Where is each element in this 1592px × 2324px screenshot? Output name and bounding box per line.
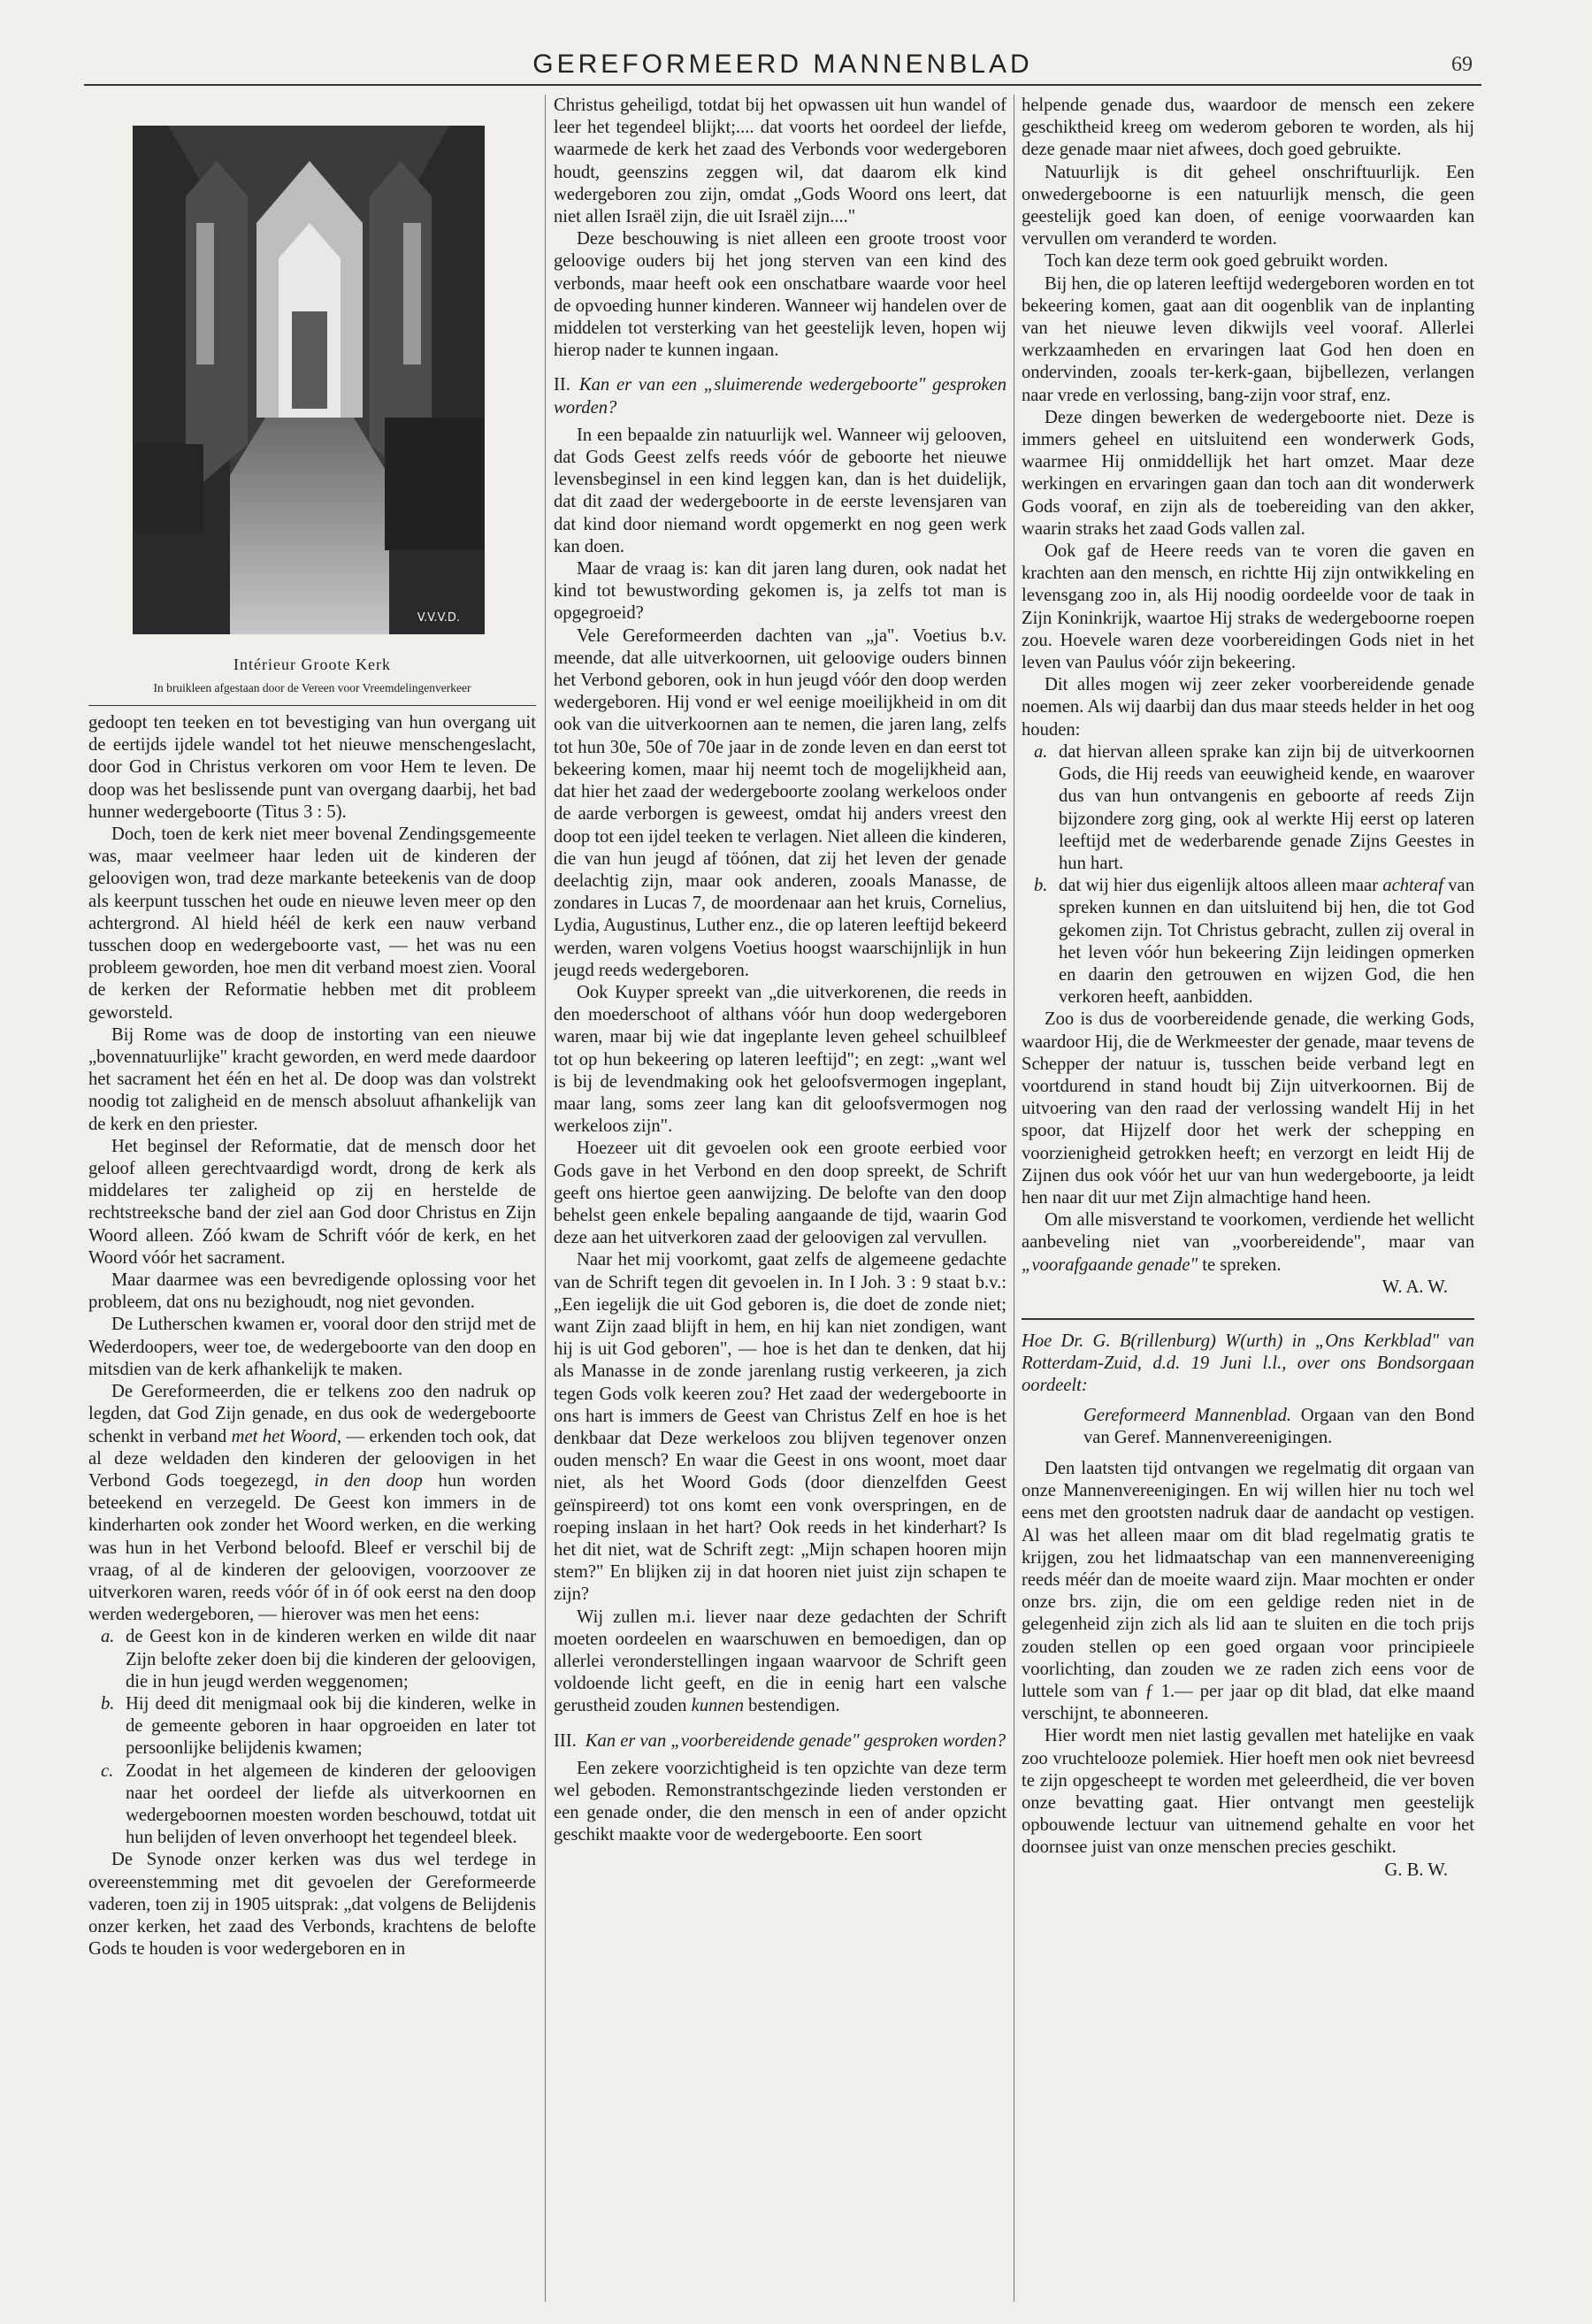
paragraph: Een zekere voorzichtigheid is ten opzichte van deze term wel geboden. Remonstrantschgezinde lieden verstonden er een genade onder, die den mensch in een of ander opzicht geschikt maakte voor de wedergeboorte. Een soort bbox=[554, 1758, 1006, 1845]
column-3 bbox=[1022, 95, 1474, 2302]
paragraph: Deze beschouwing is niet alleen een groote troost voor geloovige ouders bij het jong sterven van een kind des verbonds, maar heeft ook een onschatbare waarde voor heel de opvoeding hunner kinderen. Wanneer wij handelen over de middelen tot versterking van het geestelijk leven, hopen wij hierop nader te kunnen ingaan. bbox=[554, 229, 1006, 361]
list-item: b. dat wij hier dus eigenlijk altoos alleen maar achteraf van spreken kunnen en dan uitsluitend bij hen, die tot God gekomen zijn. Tot Christus gebracht, zullen zij overal in het leven vóór hun bekeering Zijn leidingen opmerken en daarin den getrouwen en wijzen God, die hen verkoren heeft, aanbidden. bbox=[1034, 876, 1474, 1008]
paragraph: Wij zullen m.i. liever naar deze gedachten der Schrift moeten oordeelen en waarschuwen en bemoedigen, dan op allerlei veronderstellingen ingaan waarvoor de Schrift geen voldoende licht geeft, en die in eenig hart een valsche gerustheid zouden kunnen bestendigen. bbox=[554, 1607, 1006, 1716]
list-item: b. Hij deed dit menigmaal ook bij die kinderen, welke in de gemeente geboren in haar opgroeiden en later tot persoonlijke belijdenis kwamen; bbox=[101, 1693, 536, 1759]
paragraph: De Lutherschen kwamen er, vooral door den strijd met de Wederdoopers, weer toe, de wedergeboorte van den doop en mitsdien van de kerk afhankelijk te maken. bbox=[88, 1315, 536, 1379]
review-signature: G. B. W. bbox=[1384, 1860, 1448, 1880]
paragraph: Om alle misverstand te voorkomen, verdiende het wellicht aanbeveling niet van „voorbereidende", maar van „voorafgaande genade" te spreken. bbox=[1022, 1210, 1474, 1275]
paragraph: Naar het mij voorkomt, gaat zelfs de algemeene gedachte van de Schrift tegen dit gevoelen in. In I Joh. 3 : 9 staat b.v.: „Een iegelijk die uit God geboren is, die doet de zonde niet; want Zijn zaad blijft in hem, en hij kan niet zondigen, want hij is uit God geboren", — hoe is het dan te denken, dat hij als Manasse in de zonde jarenlang rustig verkeeren, ja zich tegen Gods volk keeren zou? Het zaad der wedergeboorte in ons hart is immers de Geest van Christus Zelf en hoe is het denkbaar dat Deze werkeloos zou blijven tegenover onzen ouden mensch? En waar die Geest in ons woont, moet daar niet, als het Woord Gods (door dienzelfden Geest geïnspireerd) tot ons komt een vonk overspringen, en de roeping inslaan in het hart? Ook reeds in het kinderhart? Is het dit niet, wat de Schrift zegt: „Mijn schapen hooren mijn stem?" En blijken zij in dat hooren niet juist zijn schapen te zijn? bbox=[554, 1250, 1006, 1605]
paragraph: Maar de vraag is: kan dit jaren lang duren, ook nadat het kind tot bewustwording gekomen is, ja zelfs tot man is opgegroeid? bbox=[554, 559, 1006, 624]
column-2 bbox=[554, 95, 1006, 2302]
list bbox=[1022, 741, 1474, 1009]
paragraph: gedoopt ten teeken en tot bevestiging van hun overgang uit de eertijds ijdele wandel tot het nieuwe menschengeslacht, door God in Christus verkoren om voor Hem te leven. De doop was het beslissende punt van overgang daarbij, het bad hunner wedergeboorte (Titus 3 : 5). bbox=[88, 713, 536, 822]
paragraph: Christus geheiligd, totdat bij het opwassen uit hun wandel of leer het tegendeel blijkt;.... dat voorts het oordeel der liefde, waarmede de kerk het zaad des Verbonds voor wedergeboren houdt, geenszins zeggen wil, dat daarom elk kind wedergeboren zou zijn, omdat „Gods Woord ons leert, dat niet allen Israël zijn, die uit Israël zijn...." bbox=[554, 96, 1006, 227]
paragraph: Zoo is dus de voorbereidende genade, die werking Gods, waardoor Hij, die de Werkmeester der genade, maar tevens de Schepper der natuur is, tusschen beide verband legt en voortdurend in stand houdt bij Zijn uitverkoornen. Bij de uitvoering van den raad der verlossing wandelt Hij in het spoor, dat Hijzelf door het werk der schepping en voorzienigheid getrokken heeft; en verzorgt en leidt Hij de Zijnen dus ook vóór het uur van hun wedergeboorte, ja leidt hen naar dit uur met Zijn almachtige hand heen. bbox=[1022, 1009, 1474, 1208]
header-rule bbox=[84, 84, 1481, 86]
paragraph: Hier wordt men niet lastig gevallen met hatelijke en vaak zoo vruchtelooze polemiek. Hier hoeft men ook niet bevreesd te zijn opgescheept te worden met geleerdheid, die ver boven onze bevatting gaat. Hier ontvangt men geestelijk opbouwende lectuur van uitnemend gehalte en voor het doornsee juist van onze menschen precies geschikt. bbox=[1022, 1726, 1474, 1858]
page-header bbox=[84, 44, 1481, 87]
paragraph: Deze dingen bewerken de wedergeboorte niet. Deze is immers geheel en uitsluitend een wonderwerk Gods, waarmee Hij onmiddellijk het hart omzet. Maar deze werkingen en ervaringen gaan dan toch aan dit wonderwerk Gods vooraf, en zijn als de toebereiding van den akker, waarin straks het zaad Gods vallen zal. bbox=[1022, 407, 1474, 539]
paragraph: Het beginsel der Reformatie, dat de mensch door het geloof alleen gerechtvaardigd wordt, drong de kerk als middelares ter zaligheid op zij en herstelde de rechtstreeksche band der ziel aan God door Christus en Zijn Woord alleen. Zóó kwam de Schrift vóór de kerk, en het Woord vóór het sacrament. bbox=[88, 1136, 536, 1268]
paragraph: Vele Gereformeerden dachten van „ja". Voetius b.v. meende, dat alle uitverkoornen, uit geloovige ouders binnen het Verbond geboren, ook in hun jeugd vóór den doop werden wedergeboren. Hij vond er wel eenige moeilijkheid in om dit ook van die uitverkoornen aan te nemen, die jaren lang, zelfs tot hun 30e, 50e of 70e jaar in de zonde leven en dan eerst tot bekeering komen, maar hij neemt toch de mogelijkheid aan, dat hier het zaad der wedergeboorte zoolang werkeloos onder de aarde verborgen is geweest, omdat hij anders vreest den doop tot een ijdel teeken te verlagen. Niet alleen die kinderen, die van hun jeugd af töónen, dat zij het leven der genade deelachtig zijn, maar ook anderen, zooals Manasse, de zondares in Lucas 7, de moordenaar aan het kruis, Cornelius, Lydia, Augustinus, Luther enz., die op lateren leeftijd bekeerd werden, waren volgens Voetius hoogst waarschijnlijk in hun jeugd reeds wedergeboren. bbox=[554, 625, 1006, 980]
list-item: a. dat hiervan alleen sprake kan zijn bij de uitverkoornen Gods, die Hij reeds van eeuwigheid kende, en waarover dus van hun ontvangenis en geboorte af reeds Zijn bijzondere zorg ging, ook al werkte Hij eerst op lateren leeftijd met de wederbarende genade Zijns Geestes in hun hart. bbox=[1034, 741, 1474, 873]
page-number: 69 bbox=[1451, 53, 1473, 76]
paragraph: helpende genade dus, waardoor de mensch een zekere geschiktheid kreeg om wederom geboren te worden, als hij deze genade maar niet afwees, doch goed gebruikte. bbox=[1022, 96, 1474, 160]
paragraph: Toch kan deze term ook goed gebruikt worden. bbox=[1045, 251, 1389, 272]
section-heading: III. Kan er van „voorbereidende genade" gesproken worden? bbox=[554, 1730, 1006, 1751]
author-signature: W. A. W. bbox=[1382, 1277, 1448, 1297]
list-item: c. Zoodat in het algemeen de kinderen der geloovigen naar het oordeel der liefde als uitverkoornen en wedergeboornen moesten worden beschouwd, totdat uit hun belijden of leven onverhoopt het tegendeel bleek. bbox=[101, 1760, 536, 1848]
paragraph: Doch, toen de kerk niet meer bovenal Zendingsgemeente was, maar veelmeer haar leden uit de kinderen der geloovigen won, trad deze markante beteekenis van de doop als keerpunt tusschen het oude en nieuwe leven meer op den achtergrond. Al hield héél de kerk een nauw verband tusschen doop en wedergeboorte vast, — het was nu een probleem geworden, hoe men dit verband moest zien. Vooral de kerken der Reformatie hebben met dit probleem geworsteld. bbox=[88, 825, 536, 1023]
photo-rule bbox=[88, 705, 536, 706]
paragraph: Ook Kuyper spreekt van „die uitverkorenen, die reeds in den moederschoot of althans vóór hun doop wedergeboren waren, maar bij wie dat ingeplante leven geheel schuilbleef tot op hun bekeering op lateren leeftijd"; en zegt: „want wel is bij de levendmaking ook het geloofsvermogen ingeplant, maar lang, soms zeer lang kan dit geloofsvermogen nog werkeloos zijn". bbox=[554, 982, 1006, 1137]
review-subject: Gereformeerd Mannenblad. Orgaan van den Bond van Geref. Mannenvereenigingen. bbox=[1083, 1405, 1474, 1447]
photo-credit: In bruikleen afgestaan door de Vereen voor Vreemdelingenverkeer bbox=[153, 681, 471, 694]
paragraph: Dit alles mogen wij zeer zeker voorbereidende genade noemen. Als wij daarbij dan dus maar steeds helder in het oog houden: bbox=[1022, 675, 1474, 740]
paragraph: De Gereformeerden, die er telkens zoo den nadruk op legden, dat God Zijn genade, en dus ook de wedergeboorte schenkt in verband met het Woord, — erkenden toch ook, dat al deze weldaden den kinderen der geloovigen in het Verbond Gods toegezegd, in den doop hun worden beteekend en verzegeld. De Geest kon immers in de kinderharten ook zonder het Woord werken, en die werking was hun in het Verbond beloofd. Bleef er verschil bij de vraag, of al de kinderen der geloovigen, voorzoover ze uitverkoren waren, reeds vóór óf in óf ook eerst na den doop werden wedergeboren, — hierover was men het eens: bbox=[88, 1382, 536, 1625]
photo-watermark: V.V.V.D. bbox=[417, 611, 460, 625]
list bbox=[88, 1626, 536, 1849]
photo-block bbox=[88, 95, 536, 707]
paragraph: Bij hen, die op lateren leeftijd wedergeboren worden en tot bekeering komen, gaat aan dit oogenblik van de inplanting van het nieuwe leven dikwijls veel vooraf. Allerlei werkzaamheden en ervaringen laat God hen doen en ondervinden, zooals ter-kerk-gaan, bijbellezen, verlangen naar vrede en verlossing, bang-zijn voor straf, enz. bbox=[1022, 273, 1474, 405]
section-heading: II. Kan er van een „sluimerende wedergeboorte" gesproken worden? bbox=[554, 375, 1006, 418]
list-item: a. de Geest kon in de kinderen werken en wilde dit naar Zijn belofte zeker doen bij die kinderen der geloovigen, die in hun jeugd werden weggenomen; bbox=[101, 1627, 536, 1691]
paragraph: Natuurlijk is dit geheel onschriftuurlijk. Een onwedergeboorne is een natuurlijk mensch, die geen geestelijk goed kan doen, of eenige voorwaarden kan vervullen om veranderd te worden. bbox=[1022, 162, 1474, 249]
paragraph: Maar daarmee was een bevredigende oplossing voor het probleem, dat ons nu bezighoudt, nog niet gevonden. bbox=[88, 1270, 536, 1313]
paragraph: Ook gaf de Heere reeds van te voren die gaven en krachten aan den mensch, en richtte Hij zijn ontwikkeling en levensgang zoo in, als Hij noodig oordeelde voor de taak in Zijn Koninkrijk, waartoe Hij straks de wedergeboorne roepen zou. Hoevele waren deze voorbereidingen Gods niet in het leven van Paulus vóór zijn bekeering. bbox=[1022, 541, 1474, 673]
church-interior-image bbox=[133, 126, 485, 634]
paragraph: Bij Rome was de doop de instorting van een nieuwe „bovennatuurlijke" kracht geworden, en werd mede daardoor het sacrament het één en het al. De doop was dan volstrekt noodig tot zaligheid en de mensch absoluut afhankelijk van de kerk en den priester. bbox=[88, 1024, 536, 1134]
paragraph: In een bepaalde zin natuurlijk wel. Wanneer wij gelooven, dat Gods Geest zelfs reeds vóór de geboorte het nieuwe levensbeginsel in een kind leggen kan, dan is het duidelijk, dat dit zaad der wedergeboorte in de eerste levensjaren van dat kind door niemand wordt opgemerkt en nog geen werk kan doen. bbox=[554, 425, 1006, 556]
review-heading: Hoe Dr. G. B(rillenburg) W(urth) in „Ons Kerkblad" van Rotterdam-Zuid, d.d. 19 Juni l.l., over ons Bondsorgaan oordeelt: bbox=[1022, 1331, 1474, 1396]
column-divider bbox=[545, 95, 546, 2302]
paragraph: Hoezeer uit dit gevoelen ook een groote eerbied voor Gods gave in het Verbond en den doop spreekt, de Schrift geeft ons hiertoe geen aanwijzing. De belofte van den doop behelst geen enkele bepaling aangaande de tijd, waarin God deze aan het uitverkoren zaad der geloovigen zal vervullen. bbox=[554, 1139, 1006, 1248]
publication-title: GEREFORMEERD MANNENBLAD bbox=[532, 50, 1033, 79]
section-rule bbox=[1022, 1318, 1474, 1320]
column-1 bbox=[88, 95, 536, 2302]
paragraph: De Synode onzer kerken was dus wel terdege in overeenstemming met dit gevoelen der Gereformeerde vaderen, toen zij in 1905 uitsprak: „dat volgens de Belijdenis onzer kerken, het zaad des Verbonds, krachtens de belofte Gods te houden is voor wedergeboren en in bbox=[88, 1850, 536, 1960]
paragraph: Den laatsten tijd ontvangen we regelmatig dit orgaan van onze Mannenvereenigingen. En wij willen hier nu toch wel eens met den grootsten nadruk daar de aandacht op vestigen. Al was het alleen maar om dit blad regelmatig gratis te krijgen, zou het lidmaatschap van een mannenvereeniging reeds méér dan de moeite waard zijn. Maar mochten er onder onze brs. zijn, die om een geldige reden niet in de gelegenheid zijn zich als lid aan te sluiten en die toch prijs zouden stellen op een goed orgaan voor principieele voorlichting, dan zouden we ze raden zich eens voor de luttele som van ƒ 1.— per jaar op dit blad, dat elke maand verschijnt, te abonneeren. bbox=[1022, 1458, 1474, 1724]
photo-caption: Intérieur Groote Kerk bbox=[233, 656, 391, 673]
church-interior-photo bbox=[133, 126, 485, 634]
